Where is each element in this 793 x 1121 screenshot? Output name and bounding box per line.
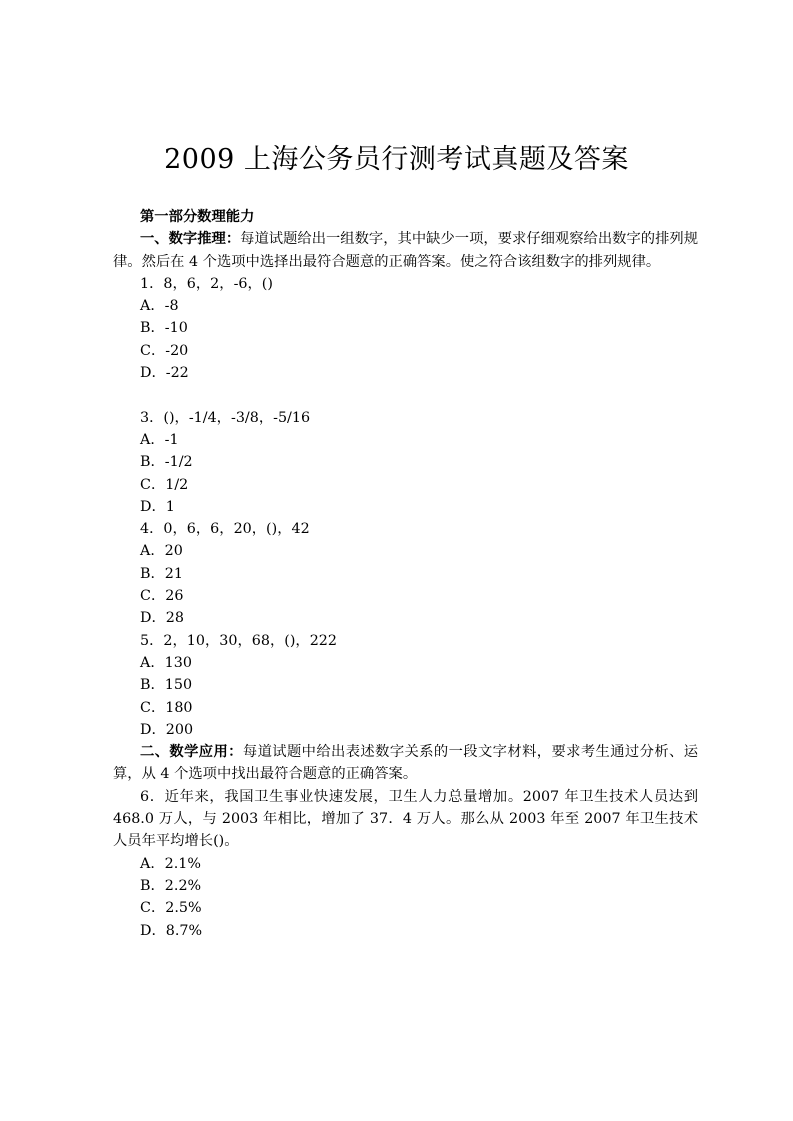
document-title: 2009 上海公务员行测考试真题及答案 <box>164 144 629 175</box>
section-2-intro: 每道试题中给出表述数字关系的一段文字材料，要求考生通过分析、运算，从 4 个选项中找出最符合题意的正确答案。 <box>113 744 699 783</box>
question-1-option-a: A．-8 <box>140 298 179 315</box>
question-6 <box>113 786 698 942</box>
question-5-option-b: B．150 <box>140 677 193 694</box>
question-5 <box>113 630 698 741</box>
question-6-option-b: B．2.2% <box>140 877 202 894</box>
question-4-option-a: A．20 <box>140 543 183 560</box>
question-6-option-d: D．8.7% <box>140 922 203 939</box>
question-1-option-c: C．-20 <box>140 342 189 359</box>
question-1-option-d: D．-22 <box>140 365 189 382</box>
document-body <box>113 206 698 942</box>
blank-line <box>113 384 698 406</box>
question-4 <box>113 518 698 629</box>
question-5-option-c: C．180 <box>140 699 193 716</box>
question-6-stem: 6．近年来，我国卫生事业快速发展，卫生人力总量增加。2007 年卫生技术人员达到 468.0 万人，与 2003 年相比，增加了 37．4 万人。那么从 2003 年至 2007 年卫生技术人员年平均增长()。 <box>113 788 698 850</box>
question-3-option-d: D．1 <box>140 498 175 515</box>
question-3-option-b: B．-1/2 <box>140 454 193 471</box>
section-1-intro: 每道试题给出一组数字，其中缺少一项，要求仔细观察给出数字的排列规律。然后在 4 个选项中选择出最符合题意的正确答案。使之符合该组数字的排列规律。 <box>113 231 698 270</box>
section-2-label: 二、数学应用： <box>140 744 243 761</box>
question-5-option-d: D．200 <box>140 721 194 738</box>
question-1-option-b: B．-10 <box>140 320 188 337</box>
question-4-option-b: B．21 <box>140 565 183 582</box>
question-6-option-a: A．2.1% <box>140 855 201 872</box>
question-3-option-a: A．-1 <box>140 431 179 448</box>
question-3-option-c: C．1/2 <box>140 476 189 493</box>
question-6-stem-paragraph <box>113 786 698 853</box>
question-5-stem: 5．2，10，30，68，()，222 <box>140 632 337 649</box>
question-4-stem: 4．0，6，6，20，()，42 <box>140 521 310 538</box>
question-4-option-c: C．26 <box>140 588 184 605</box>
question-1-stem: 1．8，6，2，-6，() <box>140 275 273 292</box>
section-2-paragraph <box>113 741 698 786</box>
section-1-label: 一、数字推理： <box>140 231 241 248</box>
part-heading: 第一部分数理能力 <box>140 209 255 225</box>
question-3-stem: 3．()，-1/4，-3/8，-5/16 <box>140 409 311 426</box>
question-3 <box>113 407 698 518</box>
section-1-paragraph <box>113 228 698 273</box>
question-1 <box>113 273 698 384</box>
question-5-option-a: A．130 <box>140 654 192 671</box>
question-4-option-d: D．28 <box>140 610 184 627</box>
question-6-option-c: C．2.5% <box>140 900 202 917</box>
